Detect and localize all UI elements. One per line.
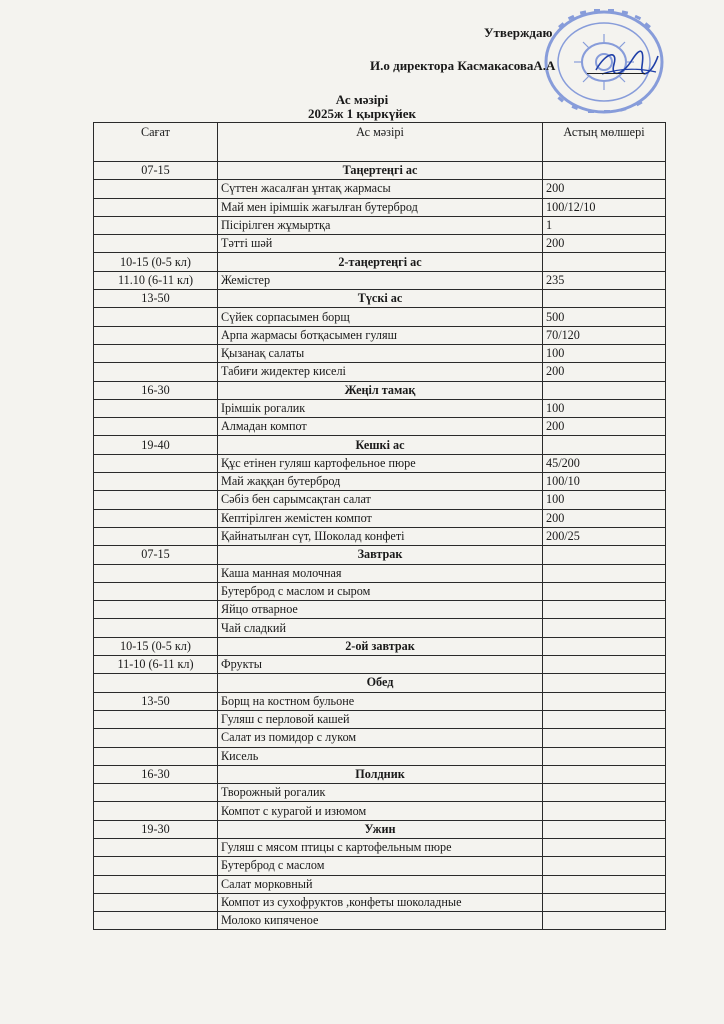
meal-section-row xyxy=(94,765,666,783)
dish-name-cell: Салат из помидор с луком xyxy=(218,729,543,747)
dish-name-cell: Компот с курагой и изюмом xyxy=(218,802,543,820)
menu-table xyxy=(93,122,666,930)
menu-date: 2025ж 1 қыркүйек xyxy=(307,106,417,121)
table-row xyxy=(94,784,666,802)
meal-section-title: Завтрак xyxy=(218,546,543,564)
time-cell xyxy=(94,564,218,582)
portion-cell xyxy=(543,692,666,710)
portion-cell xyxy=(543,546,666,564)
portion-cell xyxy=(543,710,666,728)
time-cell xyxy=(94,747,218,765)
portion-cell xyxy=(543,582,666,600)
column-header-portion: Астың мөлшері xyxy=(543,123,666,162)
table-row xyxy=(94,912,666,930)
director-signature xyxy=(592,46,662,80)
dish-name-cell: Гуляш с перловой кашей xyxy=(218,710,543,728)
table-row xyxy=(94,619,666,637)
time-cell xyxy=(94,729,218,747)
dish-name-cell: Яйцо отварное xyxy=(218,601,543,619)
table-row xyxy=(94,509,666,527)
table-row xyxy=(94,564,666,582)
meal-section-title: Кешкі ас xyxy=(218,436,543,454)
time-cell xyxy=(94,180,218,198)
approval-label: Утверждаю xyxy=(484,25,553,40)
table-row xyxy=(94,875,666,893)
dish-name-cell: Құс етінен гуляш картофельное пюре xyxy=(218,454,543,472)
portion-cell: 70/120 xyxy=(543,326,666,344)
table-row xyxy=(94,454,666,472)
dish-name-cell: Ірімшік рогалик xyxy=(218,399,543,417)
dish-name-cell: Май жаққан бутерброд xyxy=(218,473,543,491)
dish-name-cell: Салат морковный xyxy=(218,875,543,893)
meal-section-row xyxy=(94,253,666,271)
table-row xyxy=(94,527,666,545)
meal-section-row xyxy=(94,820,666,838)
time-cell xyxy=(94,527,218,545)
time-cell xyxy=(94,582,218,600)
portion-cell xyxy=(543,564,666,582)
dish-name-cell: Арпа жармасы ботқасымен гуляш xyxy=(218,326,543,344)
portion-cell: 235 xyxy=(543,271,666,289)
dish-name-cell: Қызанақ салаты xyxy=(218,344,543,362)
time-cell xyxy=(94,784,218,802)
table-row xyxy=(94,180,666,198)
portion-cell xyxy=(543,381,666,399)
time-cell xyxy=(94,418,218,436)
time-cell xyxy=(94,857,218,875)
meal-section-row xyxy=(94,637,666,655)
dish-name-cell: Сүйек сорпасымен борщ xyxy=(218,308,543,326)
portion-cell xyxy=(543,436,666,454)
portion-cell xyxy=(543,729,666,747)
table-row xyxy=(94,747,666,765)
portion-cell: 100 xyxy=(543,491,666,509)
dish-name-cell: Кисель xyxy=(218,747,543,765)
meal-section-title: Ужин xyxy=(218,820,543,838)
portion-cell xyxy=(543,857,666,875)
table-row xyxy=(94,582,666,600)
time-cell xyxy=(94,326,218,344)
time-cell xyxy=(94,674,218,692)
meal-section-row xyxy=(94,436,666,454)
table-row xyxy=(94,418,666,436)
table-row xyxy=(94,857,666,875)
time-cell: 07-15 xyxy=(94,162,218,180)
dish-name-cell: Май мен ірімшік жағылған бутерброд xyxy=(218,198,543,216)
table-row xyxy=(94,802,666,820)
time-cell: 07-15 xyxy=(94,546,218,564)
table-header-row xyxy=(94,123,666,162)
portion-cell: 500 xyxy=(543,308,666,326)
meal-section-title: 2-таңертеңгі ас xyxy=(218,253,543,271)
portion-cell xyxy=(543,802,666,820)
dish-name-cell: Сүттен жасалған ұнтақ жармасы xyxy=(218,180,543,198)
meal-section-row xyxy=(94,162,666,180)
meal-section-title: Обед xyxy=(218,674,543,692)
time-cell xyxy=(94,601,218,619)
table-row xyxy=(94,399,666,417)
portion-cell xyxy=(543,765,666,783)
meal-section-title: 2-ой завтрак xyxy=(218,637,543,655)
menu-table-body xyxy=(94,162,666,930)
dish-name-cell: Тәтті шәй xyxy=(218,235,543,253)
time-cell xyxy=(94,473,218,491)
portion-cell: 100 xyxy=(543,344,666,362)
portion-cell: 200 xyxy=(543,363,666,381)
time-cell xyxy=(94,838,218,856)
time-cell xyxy=(94,399,218,417)
dish-name-cell: Каша манная молочная xyxy=(218,564,543,582)
column-header-menu: Ас мәзірі xyxy=(218,123,543,162)
portion-cell: 200 xyxy=(543,235,666,253)
dish-name-cell: Чай сладкий xyxy=(218,619,543,637)
director-line-text: И.о директора КасмакасоваА.А xyxy=(370,58,556,73)
portion-cell xyxy=(543,619,666,637)
table-row xyxy=(94,198,666,216)
time-cell: 13-50 xyxy=(94,692,218,710)
portion-cell xyxy=(543,747,666,765)
time-cell: 10-15 (0-5 кл) xyxy=(94,637,218,655)
portion-cell: 200 xyxy=(543,418,666,436)
portion-cell: 1 xyxy=(543,216,666,234)
table-row xyxy=(94,326,666,344)
meal-section-row xyxy=(94,546,666,564)
dish-name-cell: Бутерброд с маслом и сыром xyxy=(218,582,543,600)
menu-title: Ас мәзірі xyxy=(335,92,389,107)
table-row xyxy=(94,271,666,289)
time-cell xyxy=(94,216,218,234)
time-cell xyxy=(94,491,218,509)
portion-cell xyxy=(543,784,666,802)
portion-cell xyxy=(543,893,666,911)
dish-name-cell: Қайнатылған сүт, Шоколад конфеті xyxy=(218,527,543,545)
portion-cell xyxy=(543,162,666,180)
portion-cell: 200 xyxy=(543,180,666,198)
table-row xyxy=(94,710,666,728)
table-row xyxy=(94,491,666,509)
time-cell: 13-50 xyxy=(94,290,218,308)
time-cell: 10-15 (0-5 кл) xyxy=(94,253,218,271)
portion-cell xyxy=(543,601,666,619)
time-cell xyxy=(94,619,218,637)
dish-name-cell: Фрукты xyxy=(218,656,543,674)
portion-cell xyxy=(543,656,666,674)
time-cell: 19-30 xyxy=(94,820,218,838)
table-row xyxy=(94,601,666,619)
dish-name-cell: Сәбіз бен сарымсақтан салат xyxy=(218,491,543,509)
table-row xyxy=(94,729,666,747)
dish-name-cell: Молоко кипяченое xyxy=(218,912,543,930)
signature-underline xyxy=(587,73,645,74)
time-cell xyxy=(94,893,218,911)
time-cell: 11.10 (6-11 кл) xyxy=(94,271,218,289)
menu-title-block xyxy=(0,93,724,121)
meal-section-title: Таңертеңгі ас xyxy=(218,162,543,180)
portion-cell xyxy=(543,838,666,856)
portion-cell xyxy=(543,253,666,271)
dish-name-cell: Кептірілген жемістен компот xyxy=(218,509,543,527)
time-cell xyxy=(94,802,218,820)
table-row xyxy=(94,308,666,326)
meal-section-title: Түскі ас xyxy=(218,290,543,308)
time-cell xyxy=(94,912,218,930)
dish-name-cell: Пісірілген жұмыртқа xyxy=(218,216,543,234)
dish-name-cell: Гуляш с мясом птицы с картофельным пюре xyxy=(218,838,543,856)
portion-cell: 45/200 xyxy=(543,454,666,472)
dish-name-cell: Бутерброд с маслом xyxy=(218,857,543,875)
time-cell xyxy=(94,363,218,381)
table-row xyxy=(94,473,666,491)
time-cell xyxy=(94,308,218,326)
dish-name-cell: Творожный рогалик xyxy=(218,784,543,802)
table-row xyxy=(94,893,666,911)
portion-cell xyxy=(543,912,666,930)
meal-section-row xyxy=(94,381,666,399)
time-cell: 11-10 (6-11 кл) xyxy=(94,656,218,674)
table-row xyxy=(94,363,666,381)
time-cell xyxy=(94,344,218,362)
time-cell: 19-40 xyxy=(94,436,218,454)
portion-cell xyxy=(543,875,666,893)
time-cell xyxy=(94,710,218,728)
dish-name-cell: Компот из сухофруктов ,конфеты шоколадные xyxy=(218,893,543,911)
portion-cell: 200 xyxy=(543,509,666,527)
portion-cell xyxy=(543,820,666,838)
dish-name-cell: Алмадан компот xyxy=(218,418,543,436)
portion-cell: 100 xyxy=(543,399,666,417)
meal-section-row xyxy=(94,674,666,692)
table-row xyxy=(94,235,666,253)
table-row xyxy=(94,692,666,710)
time-cell xyxy=(94,198,218,216)
dish-name-cell: Жемістер xyxy=(218,271,543,289)
time-cell xyxy=(94,235,218,253)
portion-cell xyxy=(543,290,666,308)
meal-section-title: Жеңіл тамақ xyxy=(218,381,543,399)
dish-name-cell: Борщ на костном бульоне xyxy=(218,692,543,710)
table-row xyxy=(94,838,666,856)
portion-cell xyxy=(543,637,666,655)
meal-section-title: Полдник xyxy=(218,765,543,783)
time-cell: 16-30 xyxy=(94,381,218,399)
time-cell: 16-30 xyxy=(94,765,218,783)
time-cell xyxy=(94,509,218,527)
table-row xyxy=(94,344,666,362)
column-header-time: Сағат xyxy=(94,123,218,162)
table-row xyxy=(94,216,666,234)
portion-cell: 100/10 xyxy=(543,473,666,491)
dish-name-cell: Табиғи жидектер киселі xyxy=(218,363,543,381)
table-row xyxy=(94,656,666,674)
portion-cell: 200/25 xyxy=(543,527,666,545)
portion-cell: 100/12/10 xyxy=(543,198,666,216)
time-cell xyxy=(94,875,218,893)
meal-section-row xyxy=(94,290,666,308)
portion-cell xyxy=(543,674,666,692)
time-cell xyxy=(94,454,218,472)
